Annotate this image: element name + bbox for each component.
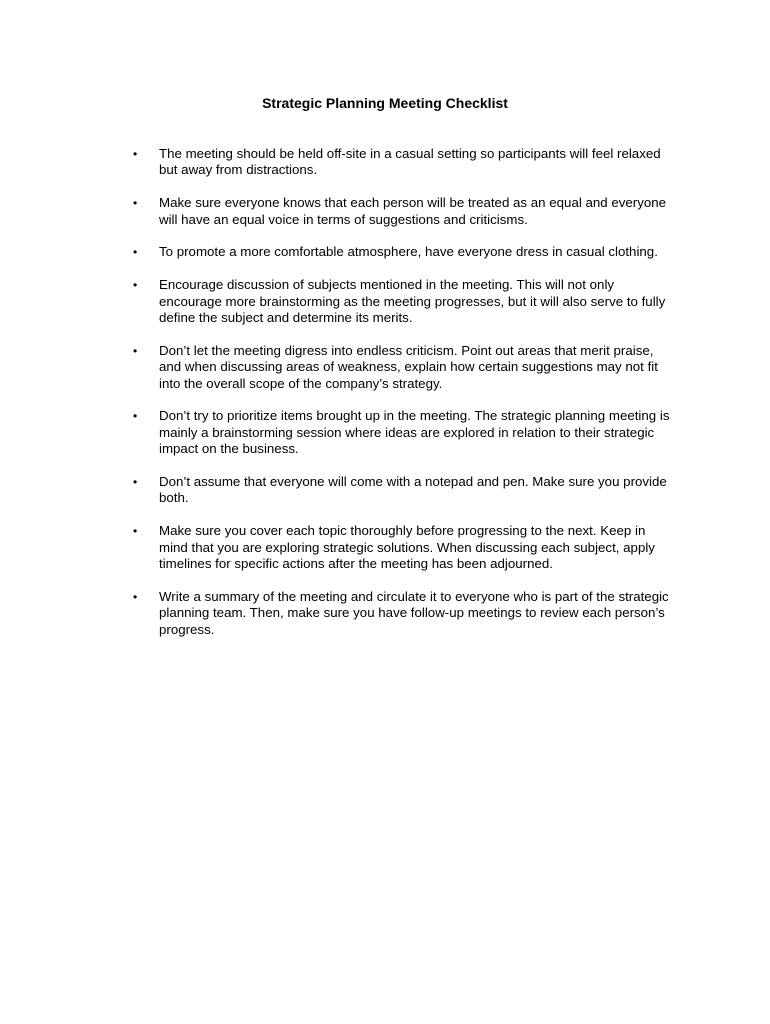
list-item-text: Don’t let the meeting digress into endless criticism. Point out areas that merit praise, and when discussing areas of weakness, explain how certain suggestions may not fit into the overall scope of the company’s strategy. — [159, 342, 658, 391]
list-item — [0, 195, 770, 228]
checklist — [0, 146, 770, 654]
bullet-icon: • — [133, 589, 138, 604]
list-item — [0, 146, 770, 179]
bullet-icon: • — [133, 196, 138, 211]
bullet-icon: • — [133, 278, 138, 293]
list-item — [0, 589, 770, 638]
bullet-icon: • — [133, 343, 138, 358]
list-item-text: Make sure everyone knows that each person will be treated as an equal and everyone will have an equal voice in terms of suggestions and criticisms. — [159, 195, 667, 227]
list-item-text: Don’t assume that everyone will come with a notepad and pen. Make sure you provide both. — [159, 474, 667, 506]
list-item-text: Encourage discussion of subjects mentioned in the meeting. This will not only encourage more brainstorming as the meeting progresses, but it will also serve to fully define the subject and determine its merits. — [159, 277, 666, 326]
list-item — [0, 523, 770, 572]
bullet-icon: • — [133, 409, 138, 424]
list-item-text: Write a summary of the meeting and circulate it to everyone who is part of the strategic planning team. Then, make sure you have follow-up meetings to review each person’s progress. — [159, 588, 669, 637]
list-item-text: Don’t try to prioritize items brought up in the meeting. The strategic planning meeting is mainly a brainstorming session where ideas are explored in relation to their strategic impact on the business. — [159, 408, 670, 457]
list-item — [0, 474, 770, 507]
list-item — [0, 277, 770, 326]
bullet-icon: • — [133, 524, 138, 539]
list-item — [0, 343, 770, 392]
bullet-icon: • — [133, 147, 138, 161]
list-item-text: Make sure you cover each topic thoroughly before progressing to the next. Keep in mind that you are exploring strategic solutions. When discussing each subject, apply timelines for specific actions after the meeting has been adjourned. — [159, 523, 655, 572]
list-item — [0, 408, 770, 457]
list-item-text: The meeting should be held off-site in a casual setting so participants will feel relaxed but away from distractions. — [159, 146, 661, 178]
bullet-icon: • — [133, 245, 138, 260]
bullet-icon: • — [133, 475, 138, 490]
list-item-text: To promote a more comfortable atmosphere, have everyone dress in casual clothing. — [159, 244, 658, 260]
page-title: Strategic Planning Meeting Checklist — [262, 95, 508, 111]
list-item — [0, 244, 770, 260]
